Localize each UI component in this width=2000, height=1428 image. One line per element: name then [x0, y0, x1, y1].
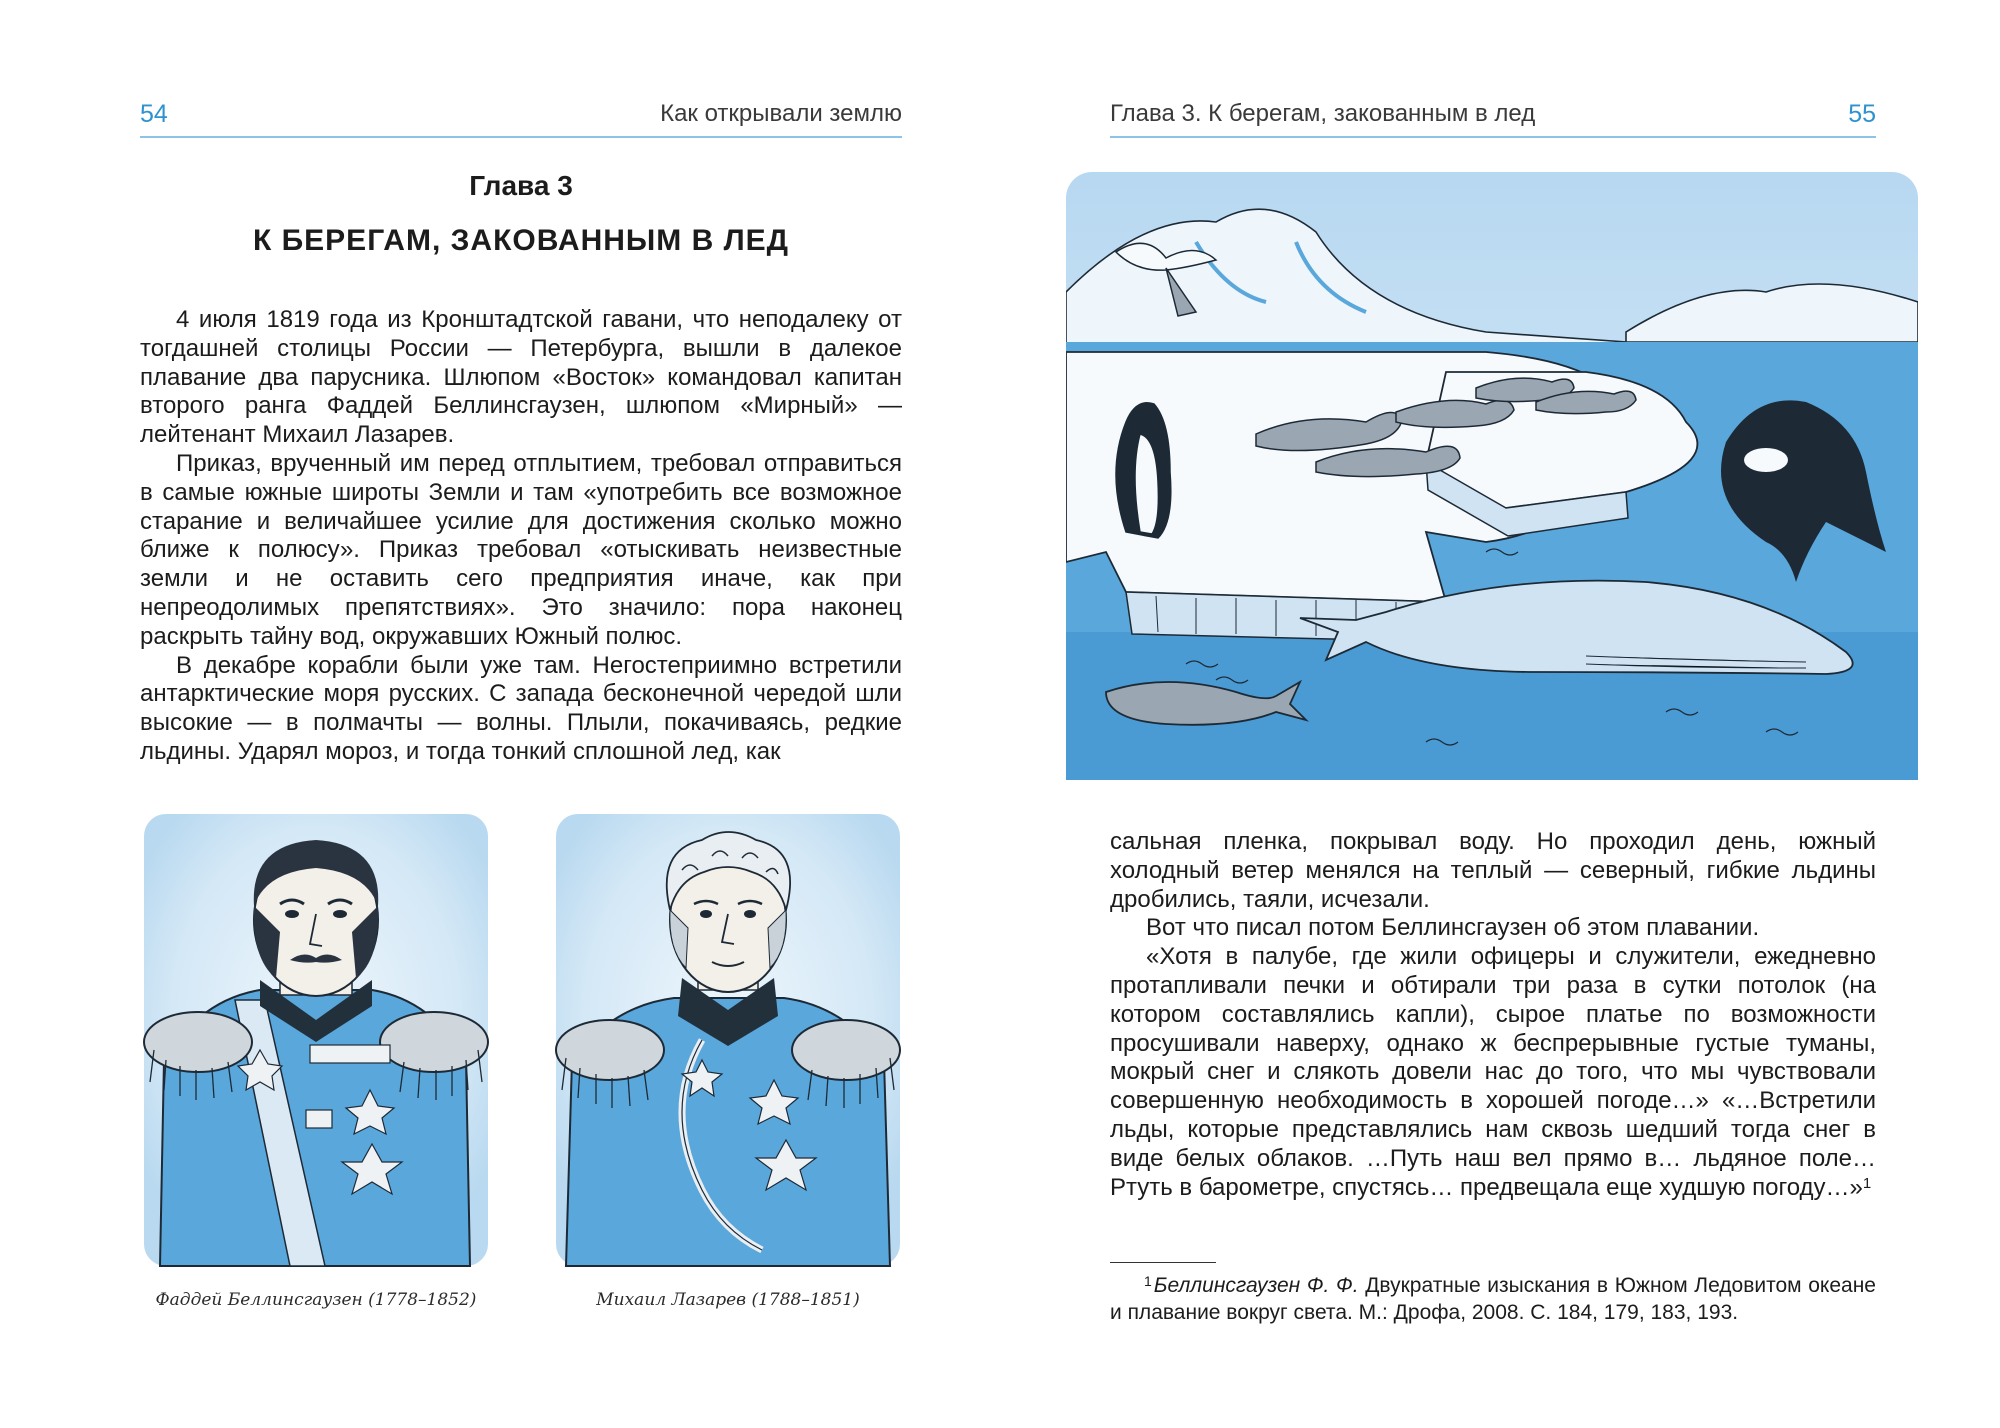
- running-title: Как открывали землю: [660, 100, 902, 127]
- footnote-marker[interactable]: 1: [1862, 1174, 1872, 1192]
- paragraph: сальная пленка, покрывал воду. Но проходил день, южный холодный ветер менялся на теплый — северный, гибкие льдины дробились, таяли, исчезали.: [1110, 828, 1876, 913]
- footnote: [1110, 1268, 1876, 1326]
- right-page: [1000, 0, 2000, 1428]
- footnote-author: Беллинсгаузен Ф. Ф.: [1153, 1274, 1359, 1297]
- portrait-bellingshausen-illustration: [140, 810, 492, 1270]
- quote-text: «Хотя в палубе, где жили офицеры и служители, ежедневно протапливали печки и обтирали три раза в сутки потолок (на котором составлялись капли), сырое платье по возможности просушивали наверху, однако ж беспрерывные густые туманы, мокрый снег и слякоть довели нас до того, что мы чувствовали совершенную необходимость в хорошей погоде…» «…Встретили льды, которые представлялись нам сквозь шедший тогда снег в виде белых облаков. …Путь наш вел прямо в… льдяное поле… Ртуть в барометре, спустясь… предвещала еще худшую погоду…»: [1110, 943, 1876, 1201]
- antarctic-scene-illustration: [1066, 172, 1918, 780]
- footnote-text: Двукратные изыскания в Южном Ледовитом океане и плавание вокруг света. М.: Дрофа, 2008. С. 184, 179, 183, 193.: [1110, 1274, 1876, 1324]
- chapter-label: Глава 3: [469, 170, 573, 201]
- paragraph: [1110, 943, 1876, 1202]
- body-text-left: [140, 306, 902, 767]
- paragraph: 4 июля 1819 года из Кронштадтской гавани, что неподалеку от тогдашней столицы России — Петербурга, вышли в далекое плавание два парусника. Шлюпом «Восток» командовал капитан второго ранга Фаддей Беллинсгаузен, шлюпом «Мирный» — лейтенант Михаил Лазарев.: [140, 306, 902, 449]
- body-text-right: [1110, 828, 1876, 1202]
- paragraph: В декабре корабли были уже там. Негостеприимно встретили антарктические моря русских. С запада бесконечной чередой шли высокие — в полмачты — волны. Плыли, покачиваясь, редкие льдины. Ударял мороз, и тогда тонкий сплошной лед, как: [140, 651, 902, 765]
- footnote-number: 1: [1144, 1273, 1152, 1289]
- chapter-title: К БЕРЕГАМ, ЗАКОВАННЫМ В ЛЕД: [252, 224, 790, 257]
- footnote-divider: [1110, 1262, 1216, 1263]
- portrait-caption: Фаддей Беллинсгаузен (1778–1852): [155, 1290, 477, 1310]
- running-head-right: [1110, 96, 1876, 138]
- portrait-lazarev-illustration: [552, 810, 904, 1270]
- page-number: 54: [140, 100, 168, 128]
- portrait-caption: Михаил Лазарев (1788–1851): [596, 1290, 860, 1310]
- paragraph: Вот что писал потом Беллинсгаузен об этом плавании.: [1146, 914, 1760, 942]
- page-number: 55: [1848, 100, 1876, 128]
- running-head-left: [140, 96, 902, 138]
- running-title: Глава 3. К берегам, закованным в лед: [1110, 100, 1536, 127]
- paragraph: Приказ, врученный им перед отплытием, требовал отправиться в самые южные широты Земли и там «употребить все возможное старание и величайшее усилие для достижения сколько можно ближе к полюсу». Приказ требовал «отыскивать неизвестные земли и не оставить сего предприятия иначе, как при непреодолимых препятствиях». Это значило: пора наконец раскрыть тайну вод, окружавших Южный полюс.: [140, 449, 902, 650]
